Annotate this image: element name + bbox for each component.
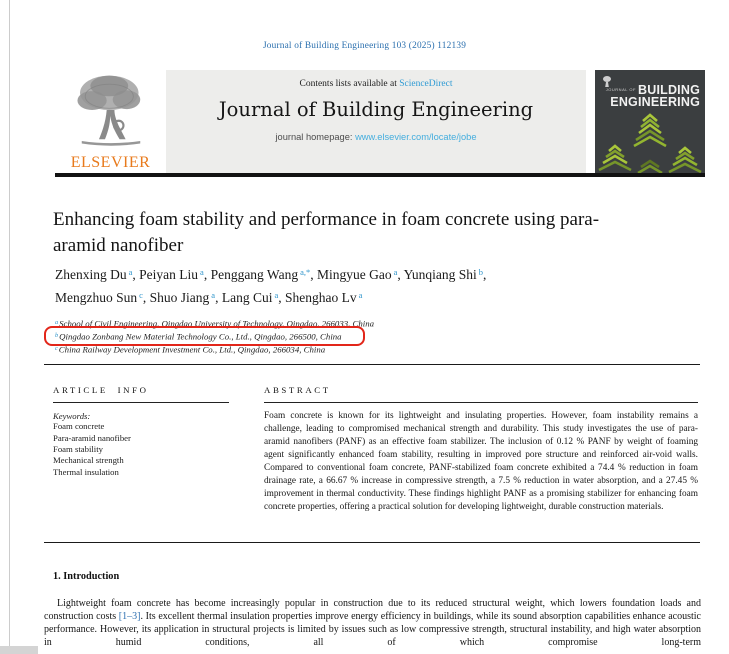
author-affiliation-sup: a: [128, 267, 133, 277]
author-affiliation-sup: b: [478, 267, 484, 277]
cover-title-line2: ENGINEERING: [610, 95, 700, 109]
keyword-item: Thermal insulation: [53, 466, 119, 477]
header-divider-bar: [55, 173, 705, 177]
keyword-item: Foam concrete: [53, 421, 105, 432]
author: Lang Cui $^a$,: [221, 290, 285, 305]
abstract-underline: [264, 402, 698, 403]
intro-text: Lightweight foam concrete has become increasingly popular in construction due to its reduced structural weight, which lowers foundation loads and construction costs: [44, 598, 701, 622]
article-title: Enhancing foam stability and performance in foam concrete using para-aramid nanofiber: [53, 209, 600, 256]
author: Yunqiang Shi $^b$,: [403, 267, 487, 282]
author: Shenghao Lv $^a$: [284, 290, 363, 305]
cover-title: [606, 84, 700, 108]
cover-journal-of-text: JOURNAL OF: [605, 87, 636, 92]
page-edge-line: [9, 0, 10, 654]
reference-citation-link[interactable]: [1–3]: [118, 611, 141, 622]
affiliation-sup: b: [55, 332, 59, 340]
keywords-label: Keywords:: [53, 411, 91, 422]
article-info-underline: [53, 402, 229, 403]
affiliation-sup: a: [55, 319, 59, 326]
author: Mengzhuo Sun $^c$,: [55, 290, 150, 305]
author: Mingyue Gao $^a$,: [317, 267, 404, 282]
affiliation-sup: c: [55, 345, 58, 353]
section-divider-rule: [44, 364, 700, 365]
article-info-heading: ARTICLE INFO: [53, 385, 149, 395]
author: Shuo Jiang $^a$,: [149, 290, 222, 305]
keyword-item: Mechanical strength: [53, 455, 124, 466]
sciencedirect-link[interactable]: ScienceDirect: [399, 79, 453, 89]
journal-header-block: [55, 70, 705, 173]
author-affiliation-sup: a: [358, 290, 363, 300]
cover-trees-graphic: [595, 107, 705, 173]
article-info-column: [53, 385, 233, 478]
affiliation-b-highlighted: $^b$Qingdao Zonbang New Material Technology Co., Ltd., Qingdao, 266500, China: [55, 330, 675, 343]
author: Penggang Wang $^{a,*}$,: [210, 267, 317, 282]
contents-prefix-text: Contents lists available at: [299, 79, 400, 89]
author-affiliation-sup: a: [200, 267, 204, 277]
author-affiliation-sup: a: [211, 290, 216, 300]
introduction-heading: 1. Introduction: [53, 571, 120, 582]
affiliation-list: [55, 317, 675, 356]
introduction-paragraph: [44, 597, 701, 649]
author-affiliation-sup: a: [393, 267, 398, 277]
author-affiliation-sup: c: [139, 290, 143, 300]
homepage-line: [166, 132, 586, 142]
abstract-heading: ABSTRACT: [264, 385, 331, 395]
contents-line: [166, 70, 586, 89]
author: Peiyan Liu $^a$,: [139, 267, 211, 282]
journal-cover-thumbnail[interactable]: [595, 70, 705, 173]
intro-text: . Its excellent thermal insulation properties improve energy efficiency in buildings, while its sound absorption capabilities enhance acoustic performance. However, its application in structural projects is limited by issues such as low compressive strength, structural instability, and high water absorption in humid conditions, all of which compromise long-term: [44, 611, 701, 648]
elsevier-logo[interactable]: [55, 70, 166, 173]
journal-citation-link[interactable]: Journal of Building Engineering 103 (2025) 112139: [262, 41, 467, 51]
abstract-text: Foam concrete is known for its lightweight and insulating properties. However, foam instability remains a challenge, leading to compromised mechanical strength and durability. This study investigates the use of para-aramid nanofibers (PANF) as an effective foam stabilizer. The inclusion of 0.12 % PANF by weight of foaming agent significantly enhanced foam stability, resulting in improved pore structure and reinforced air-void walls. Compared to conventional foam concrete, PANF-stabilized foam concrete exhibited a 74.4 % reduction in foam drainage rate, a 66.67 % increase in compressive strength, a 7.5 % reduction in water absorption, and a 27.45 % improvement in thermal conductivity. These findings highlight PANF as a promising stabilizer for enhancing foam concrete properties, offering a practical solution for developing lightweight, durable construction materials.: [264, 411, 698, 513]
author-list: [55, 262, 655, 308]
keyword-item: Foam stability: [53, 443, 103, 454]
author: Zhenxing Du $^a$,: [55, 267, 140, 282]
journal-homepage-link[interactable]: www.elsevier.com/locate/jobe: [355, 132, 477, 142]
abstract-column: [264, 385, 698, 514]
page-corner-shade: [0, 646, 38, 654]
keyword-item: Para-aramid nanofiber: [53, 432, 131, 443]
author-affiliation-sup: a,*: [300, 267, 311, 277]
cover-title-line1: BUILDING: [637, 83, 700, 97]
section-divider-rule: [44, 542, 700, 543]
affiliation-a: $^a$School of Civil Engineering, Qingdao University of Technology, Qingdao, 266033, China: [55, 318, 375, 329]
homepage-prefix-text: journal homepage:: [275, 132, 356, 142]
elsevier-wordmark: ELSEVIER: [70, 154, 151, 171]
author-affiliation-sup: a: [274, 290, 279, 300]
journal-masthead: [166, 70, 586, 173]
elsevier-tree-icon: [68, 70, 154, 150]
affiliation-c: $^c$China Railway Development Investment Co., Ltd., Qingdao, 266034, China: [55, 344, 326, 355]
journal-title: Journal of Building Engineering: [218, 98, 534, 121]
